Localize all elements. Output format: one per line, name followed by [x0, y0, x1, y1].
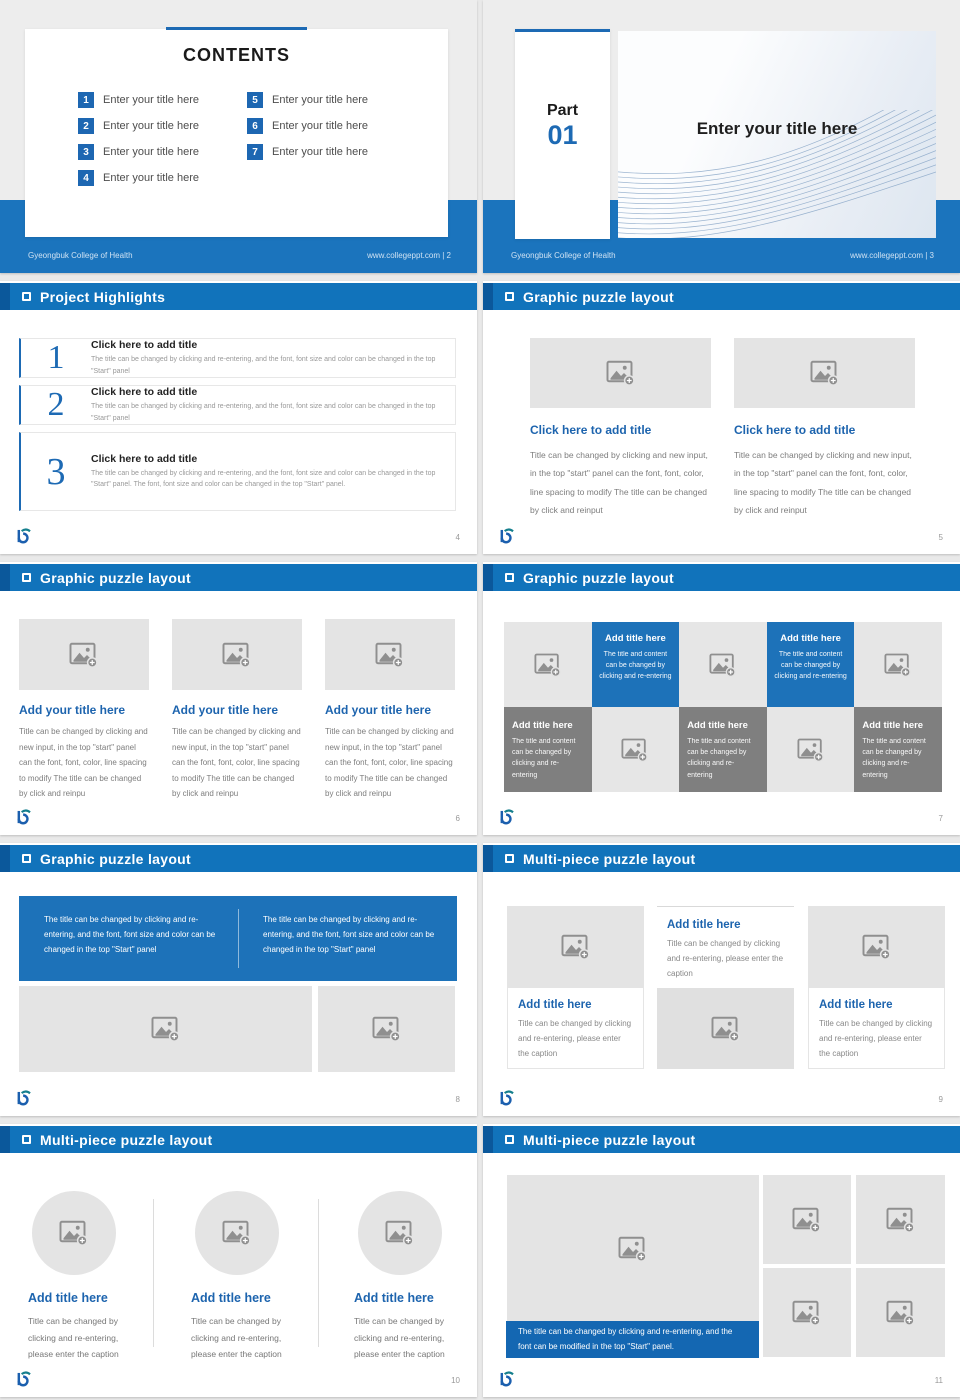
checkbox-icon	[505, 854, 514, 863]
column-body: Title can be changed by clicking and new input, in the top "start" panel can the font, font, color, line spacing to modify The title can be changed by click and reinput	[530, 450, 708, 515]
slide-header-bar	[483, 283, 960, 310]
content-column	[325, 619, 455, 802]
slide-header-title: Project Highlights	[40, 288, 166, 305]
circle-image-placeholder	[195, 1191, 279, 1275]
brand-logo-icon	[16, 528, 31, 545]
image-placeholder	[679, 622, 767, 707]
image-placeholder-icon	[810, 360, 840, 386]
image-placeholder	[856, 1175, 945, 1264]
column-title: Add your title here	[325, 703, 432, 717]
row-title: Click here to add title	[91, 339, 198, 352]
page-number: 4	[455, 533, 460, 542]
column-body: Title can be changed by clicking and re-entering, please enter the caption	[354, 1316, 445, 1360]
section-title: Enter your title here	[696, 119, 858, 138]
contents-title: CONTENTS	[183, 45, 290, 65]
column-body: Title can be changed by clicking and new input, in the top "start" panel can the font, font, color, line spacing to modify The title can be changed by click and reinpu	[325, 727, 454, 799]
image-placeholder-icon	[884, 653, 912, 677]
list-item	[247, 144, 381, 160]
header-accent-strip	[0, 564, 10, 591]
column-body: Title can be changed by clicking and new input, in the top "start" panel can the font, font, color, line spacing to modify The title can be changed by click and reinput	[734, 450, 912, 515]
page-number: 8	[455, 1095, 460, 1104]
content-column	[191, 1191, 295, 1363]
image-placeholder-icon	[709, 653, 737, 677]
header-accent-strip	[483, 564, 493, 591]
image-placeholder-icon	[534, 653, 562, 677]
checkbox-icon	[22, 573, 31, 582]
slide-header-bar	[483, 845, 960, 872]
tile-body: The title and content can be changed by clicking and re-entering	[687, 738, 751, 779]
column-title: Add title here	[191, 1291, 271, 1305]
row-number: 1	[47, 339, 65, 376]
page-number: 6	[455, 814, 460, 823]
circle-image-placeholder	[358, 1191, 442, 1275]
column-divider	[153, 1199, 154, 1347]
footer-school: Gyeongbuk College of Health	[28, 251, 133, 260]
row-body: The title can be changed by clicking and re-entering, and the font, font size and color can be changed in the top "Start" panel. The font, font size and color can be changed in the top "Start" panel.	[91, 469, 436, 488]
slide-thumbnail-multipiece-big[interactable]	[483, 1124, 960, 1397]
tile-text-blue	[592, 622, 680, 707]
image-placeholder	[507, 906, 644, 988]
slide-header-bar	[0, 564, 477, 591]
column-body: Title can be changed by clicking and re-entering, please enter the caption	[28, 1316, 119, 1360]
image-placeholder-icon	[372, 1016, 402, 1042]
column-title: Click here to add title	[734, 423, 856, 437]
list-item	[247, 118, 381, 134]
tile-title: Add title here	[862, 720, 924, 731]
checkbox-icon	[505, 292, 514, 301]
highlight-row	[19, 338, 456, 378]
image-placeholder-icon	[59, 1220, 89, 1246]
list-item	[78, 118, 212, 134]
image-placeholder	[657, 988, 794, 1069]
row-number: 3	[46, 450, 66, 493]
header-accent-strip	[483, 283, 493, 310]
image-placeholder	[734, 338, 915, 408]
slide-thumbnail-graphic-2col[interactable]	[483, 281, 960, 554]
slide-header-title: Multi-piece puzzle layout	[40, 1131, 213, 1148]
image-placeholder-icon	[792, 1300, 822, 1326]
page-number: 7	[938, 814, 943, 823]
brand-logo-icon	[499, 528, 514, 545]
image-placeholder	[763, 1175, 851, 1264]
tile-body: The title and content can be changed by clicking and re-entering	[774, 651, 847, 681]
slide-header-bar	[483, 1126, 960, 1153]
item-number-badge: 4	[78, 170, 94, 186]
contents-card	[25, 29, 448, 237]
slide-thumbnail-contents[interactable]	[0, 0, 477, 273]
slide-header-title: Graphic puzzle layout	[523, 569, 674, 586]
tile-title: Add title here	[512, 720, 573, 731]
brand-logo-icon	[16, 809, 31, 826]
list-item	[78, 144, 212, 160]
image-placeholder	[856, 1268, 945, 1357]
item-number-badge: 1	[78, 92, 94, 108]
item-label: Enter your title here	[103, 94, 199, 106]
item-number-badge: 7	[247, 144, 263, 160]
contents-list	[78, 92, 381, 186]
header-accent-strip	[0, 845, 10, 872]
image-placeholder-icon	[222, 1220, 252, 1246]
list-item	[78, 170, 212, 186]
slide-thumbnail-graphic-3col[interactable]	[0, 562, 477, 835]
part-title-panel	[618, 31, 936, 238]
slide-header-title: Graphic puzzle layout	[40, 569, 191, 586]
image-placeholder-icon	[886, 1300, 916, 1326]
checkbox-icon	[22, 1135, 31, 1144]
item-number-badge: 3	[78, 144, 94, 160]
slide-thumbnail-multipiece-circles[interactable]	[0, 1124, 477, 1397]
content-column	[530, 338, 711, 519]
content-column	[507, 906, 644, 1069]
page-number: 10	[451, 1376, 460, 1385]
image-placeholder-icon	[69, 642, 99, 668]
image-placeholder	[808, 906, 945, 988]
row-body: The title can be changed by clicking and re-entering, and the font, font size and color can be changed in the top "Start" panel	[91, 403, 436, 422]
image-placeholder-icon	[792, 1207, 822, 1233]
footer-site-page	[850, 251, 934, 260]
slide-thumbnail-highlights[interactable]	[0, 281, 477, 554]
item-label: Enter your title here	[272, 94, 368, 106]
slide-thumbnail-tile-grid[interactable]	[483, 562, 960, 835]
content-column	[172, 619, 302, 802]
tile-text-dark	[854, 707, 942, 792]
image-placeholder-icon	[222, 642, 252, 668]
highlight-row	[19, 432, 456, 511]
tile-grid	[504, 622, 942, 792]
row-content	[91, 453, 455, 490]
brand-logo-icon	[16, 1090, 31, 1107]
header-accent-strip	[0, 283, 10, 310]
image-placeholder	[507, 1175, 759, 1322]
image-placeholder-icon	[606, 360, 636, 386]
header-accent-strip	[0, 1126, 10, 1153]
checkbox-icon	[22, 854, 31, 863]
contents-column-right	[247, 92, 381, 186]
image-placeholder	[530, 338, 711, 408]
image-placeholder	[325, 619, 455, 690]
tile-title: Add title here	[687, 720, 748, 731]
slide-header-bar	[0, 845, 477, 872]
image-placeholder-icon	[561, 934, 591, 960]
image-placeholder-icon	[862, 934, 892, 960]
tile-body: The title and content can be changed by clicking and re-entering	[512, 738, 576, 779]
slide-header-title: Multi-piece puzzle layout	[523, 1131, 696, 1148]
slide-thumbnail-banner[interactable]	[0, 843, 477, 1116]
column-body: Title can be changed by clicking and new input, in the top "start" panel can the font, font, color, line spacing to modify The title can be changed by click and reinpu	[19, 727, 148, 799]
slide-thumbnail-multipiece-1[interactable]	[483, 843, 960, 1116]
footer-page-number: 2	[446, 251, 451, 260]
slide-header-bar	[483, 564, 960, 591]
column-title: Add your title here	[19, 703, 126, 717]
part-card	[515, 29, 610, 239]
image-placeholder-icon	[151, 1016, 181, 1042]
image-placeholder	[854, 622, 942, 707]
brand-logo-icon	[16, 1371, 31, 1388]
item-label: Enter your title here	[272, 146, 368, 158]
footer-separator: |	[925, 251, 928, 260]
slide-header-bar	[0, 1126, 477, 1153]
tile-body: The title and content can be changed by clicking and re-entering	[599, 651, 672, 681]
footer-site: www.collegeppt.com	[850, 251, 923, 260]
brand-logo-icon	[499, 1090, 514, 1107]
banner-text: The title can be changed by clicking and re-entering, and the font, font size and color can be changed in the top "Start" panel	[263, 915, 435, 955]
accent-line	[166, 27, 307, 30]
row-content	[91, 386, 455, 423]
image-placeholder	[592, 707, 680, 792]
banner-divider	[238, 909, 239, 968]
image-placeholder-icon	[797, 738, 825, 762]
header-accent-strip	[483, 845, 493, 872]
image-placeholder-icon	[618, 1236, 648, 1262]
page-number: 11	[934, 1376, 943, 1385]
slide-header-title: Multi-piece puzzle layout	[523, 850, 696, 867]
column-body: Title can be changed by clicking and new input, in the top "start" panel can the font, font, color, line spacing to modify The title can be changed by click and reinpu	[172, 727, 301, 799]
checkbox-icon	[505, 573, 514, 582]
item-number-badge: 5	[247, 92, 263, 108]
content-column	[808, 906, 945, 1069]
caption-card	[657, 906, 794, 988]
column-divider	[318, 1199, 319, 1347]
tile-text-dark	[679, 707, 767, 792]
circle-image-placeholder	[32, 1191, 116, 1275]
card-title: Add title here	[667, 919, 741, 931]
content-column	[19, 619, 149, 802]
row-title: Click here to add title	[91, 452, 198, 465]
tile-text-dark	[504, 707, 592, 792]
image-placeholder-icon	[711, 1016, 741, 1042]
row-number: 2	[47, 386, 65, 423]
content-column	[734, 338, 915, 519]
card-body: Title can be changed by clicking and re-entering, please enter the caption	[518, 1019, 632, 1058]
item-label: Enter your title here	[103, 120, 199, 132]
footer-site-page	[367, 251, 451, 260]
item-number-badge: 6	[247, 118, 263, 134]
slide-header-bar	[0, 283, 477, 310]
page-number: 9	[938, 1095, 943, 1104]
banner-text: The title can be changed by clicking and re-entering, and the font, font size and color can be changed in the top "Start" panel	[44, 915, 216, 955]
card-title: Add title here	[518, 999, 592, 1011]
item-number-badge: 2	[78, 118, 94, 134]
slide-header-title: Graphic puzzle layout	[40, 850, 191, 867]
banner-panel	[19, 896, 457, 981]
image-placeholder	[767, 707, 855, 792]
content-column	[28, 1191, 132, 1363]
slide-header-title: Graphic puzzle layout	[523, 288, 674, 305]
image-placeholder	[172, 619, 302, 690]
image-placeholder	[318, 986, 455, 1072]
footer-school: Gyeongbuk College of Health	[511, 251, 616, 260]
footer-page-number: 3	[929, 251, 934, 260]
column-body: Title can be changed by clicking and re-entering, please enter the caption	[191, 1316, 282, 1360]
header-accent-strip	[483, 1126, 493, 1153]
image-placeholder-icon	[375, 642, 405, 668]
image-placeholder-icon	[385, 1220, 415, 1246]
column-title: Add title here	[354, 1291, 434, 1305]
row-body: The title can be changed by clicking and re-entering, and the font, font size and color can be changed in the top "Start" panel	[91, 356, 436, 375]
column-title: Click here to add title	[530, 423, 652, 437]
image-placeholder	[19, 619, 149, 690]
contents-column-left	[78, 92, 212, 186]
list-item	[78, 92, 212, 108]
image-placeholder	[504, 622, 592, 707]
column-title: Add your title here	[172, 703, 279, 717]
list-item	[247, 92, 381, 108]
item-label: Enter your title here	[103, 146, 199, 158]
slide-thumbnail-part[interactable]	[483, 0, 960, 273]
tile-title: Add title here	[605, 633, 666, 644]
card-title: Add title here	[819, 999, 893, 1011]
brand-logo-icon	[499, 809, 514, 826]
checkbox-icon	[505, 1135, 514, 1144]
part-number: 01	[547, 120, 578, 150]
image-placeholder	[19, 986, 312, 1072]
caption-card	[507, 988, 644, 1069]
item-label: Enter your title here	[272, 120, 368, 132]
tile-title: Add title here	[780, 633, 841, 644]
image-placeholder-icon	[621, 738, 649, 762]
content-column	[354, 1191, 458, 1363]
brand-logo-icon	[499, 1371, 514, 1388]
card-body: Title can be changed by clicking and re-entering, please enter the caption	[667, 939, 784, 978]
row-title: Click here to add title	[91, 386, 198, 399]
footer-separator: |	[442, 251, 445, 260]
caption-bar: The title can be changed by clicking and re-entering, and the font can be modified in the top "Start" panel.	[506, 1321, 759, 1358]
page-number: 5	[938, 533, 943, 542]
footer-site: www.collegeppt.com	[367, 251, 440, 260]
tile-body: The title and content can be changed by clicking and re-entering	[862, 738, 926, 779]
content-column	[657, 906, 794, 1069]
card-body: Title can be changed by clicking and re-entering, please enter the caption	[819, 1019, 933, 1058]
image-placeholder	[763, 1268, 851, 1357]
part-label: Part	[546, 102, 579, 119]
image-placeholder-icon	[886, 1207, 916, 1233]
checkbox-icon	[22, 292, 31, 301]
caption-card	[808, 988, 945, 1069]
highlight-row	[19, 385, 456, 425]
item-label: Enter your title here	[103, 172, 199, 184]
column-title: Add title here	[28, 1291, 108, 1305]
tile-text-blue	[767, 622, 855, 707]
row-content	[91, 339, 455, 376]
